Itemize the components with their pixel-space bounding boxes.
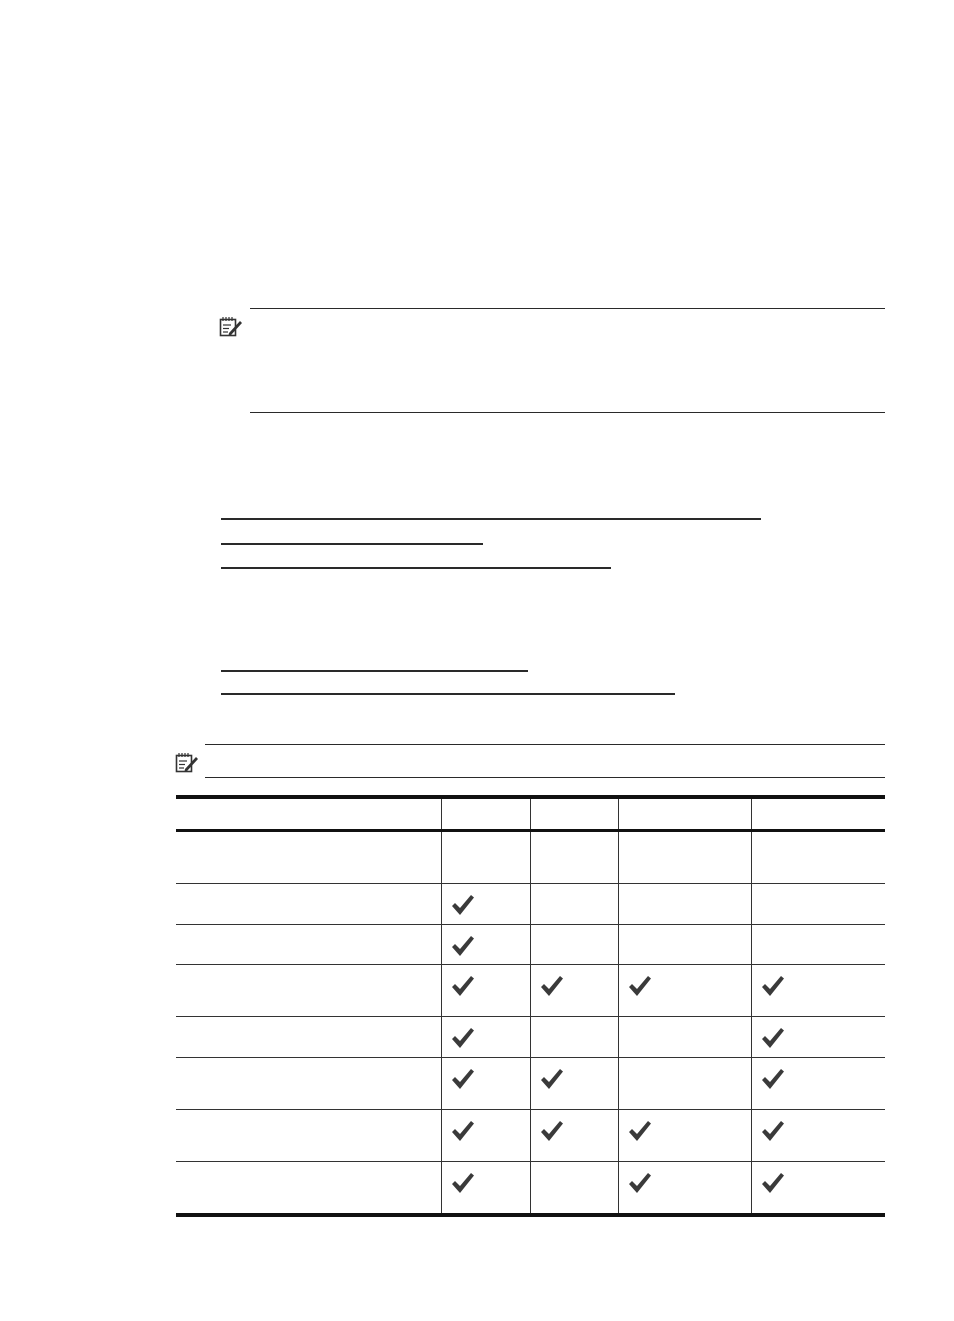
- check-cell: [618, 1017, 751, 1058]
- check-cell: [751, 1110, 885, 1162]
- note-top-rule: [250, 308, 885, 309]
- check-cell: [530, 1162, 618, 1215]
- checkmark-icon: [761, 1068, 785, 1090]
- check-cell: [618, 884, 751, 925]
- row-label-cell: [176, 1162, 441, 1215]
- check-cell: [441, 884, 530, 925]
- row-label-cell: [176, 965, 441, 1017]
- link-underline-3[interactable]: [221, 567, 611, 569]
- row-label-cell: [176, 925, 441, 965]
- link-underline-4[interactable]: [221, 670, 528, 672]
- table-row: [176, 831, 885, 884]
- check-cell: [751, 1058, 885, 1110]
- link-underline-2[interactable]: [221, 543, 483, 545]
- checkmark-icon: [451, 1027, 475, 1049]
- check-cell: [441, 831, 530, 884]
- check-cell: [751, 925, 885, 965]
- note-pad-icon-2: [175, 752, 199, 774]
- check-cell: [530, 831, 618, 884]
- check-cell: [618, 1110, 751, 1162]
- checkmark-icon: [628, 975, 652, 997]
- note-bottom-rule: [250, 412, 885, 413]
- feature-grid: [176, 795, 885, 1217]
- check-cell: [530, 884, 618, 925]
- check-cell: [441, 1017, 530, 1058]
- table-row: [176, 1162, 885, 1215]
- header-cell-2: [441, 797, 530, 831]
- checkmark-icon: [628, 1120, 652, 1142]
- check-cell: [618, 925, 751, 965]
- checkmark-icon: [451, 1120, 475, 1142]
- table-row: [176, 884, 885, 925]
- check-cell: [530, 1110, 618, 1162]
- checkmark-icon: [540, 1068, 564, 1090]
- note2-top-rule: [205, 744, 885, 745]
- check-cell: [441, 965, 530, 1017]
- header-cell-5: [751, 797, 885, 831]
- row-label-cell: [176, 831, 441, 884]
- check-cell: [618, 1162, 751, 1215]
- row-label-cell: [176, 1058, 441, 1110]
- checkmark-icon: [628, 1172, 652, 1194]
- table-row: [176, 1058, 885, 1110]
- checkmark-icon: [451, 1172, 475, 1194]
- table-row: [176, 1110, 885, 1162]
- header-cell-1: [176, 797, 441, 831]
- table-row: [176, 925, 885, 965]
- check-cell: [530, 1017, 618, 1058]
- check-cell: [530, 1058, 618, 1110]
- check-cell: [751, 884, 885, 925]
- checkmark-icon: [540, 1120, 564, 1142]
- table-row: [176, 1017, 885, 1058]
- link-underline-1[interactable]: [221, 518, 761, 520]
- check-cell: [618, 1058, 751, 1110]
- checkmark-icon: [761, 1172, 785, 1194]
- check-cell: [441, 1110, 530, 1162]
- checkmark-icon: [451, 975, 475, 997]
- checkmark-icon: [761, 1120, 785, 1142]
- check-cell: [618, 965, 751, 1017]
- check-cell: [618, 831, 751, 884]
- check-cell: [441, 1162, 530, 1215]
- link-underline-5[interactable]: [221, 693, 675, 695]
- check-cell: [751, 1162, 885, 1215]
- checkmark-icon: [761, 975, 785, 997]
- checkmark-icon: [451, 1068, 475, 1090]
- check-cell: [530, 925, 618, 965]
- table-body: [176, 831, 885, 1215]
- table-header-row: [176, 797, 885, 831]
- row-label-cell: [176, 884, 441, 925]
- check-cell: [751, 1017, 885, 1058]
- check-cell: [441, 925, 530, 965]
- feature-table: [176, 795, 885, 1217]
- checkmark-icon: [761, 1027, 785, 1049]
- checkmark-icon: [540, 975, 564, 997]
- checkmark-icon: [451, 935, 475, 957]
- check-cell: [751, 965, 885, 1017]
- check-cell: [441, 1058, 530, 1110]
- note-pad-icon: [219, 316, 243, 338]
- checkmark-icon: [451, 894, 475, 916]
- header-cell-4: [618, 797, 751, 831]
- row-label-cell: [176, 1110, 441, 1162]
- note2-bottom-rule: [205, 777, 885, 778]
- check-cell: [751, 831, 885, 884]
- row-label-cell: [176, 1017, 441, 1058]
- header-cell-3: [530, 797, 618, 831]
- table-row: [176, 965, 885, 1017]
- check-cell: [530, 965, 618, 1017]
